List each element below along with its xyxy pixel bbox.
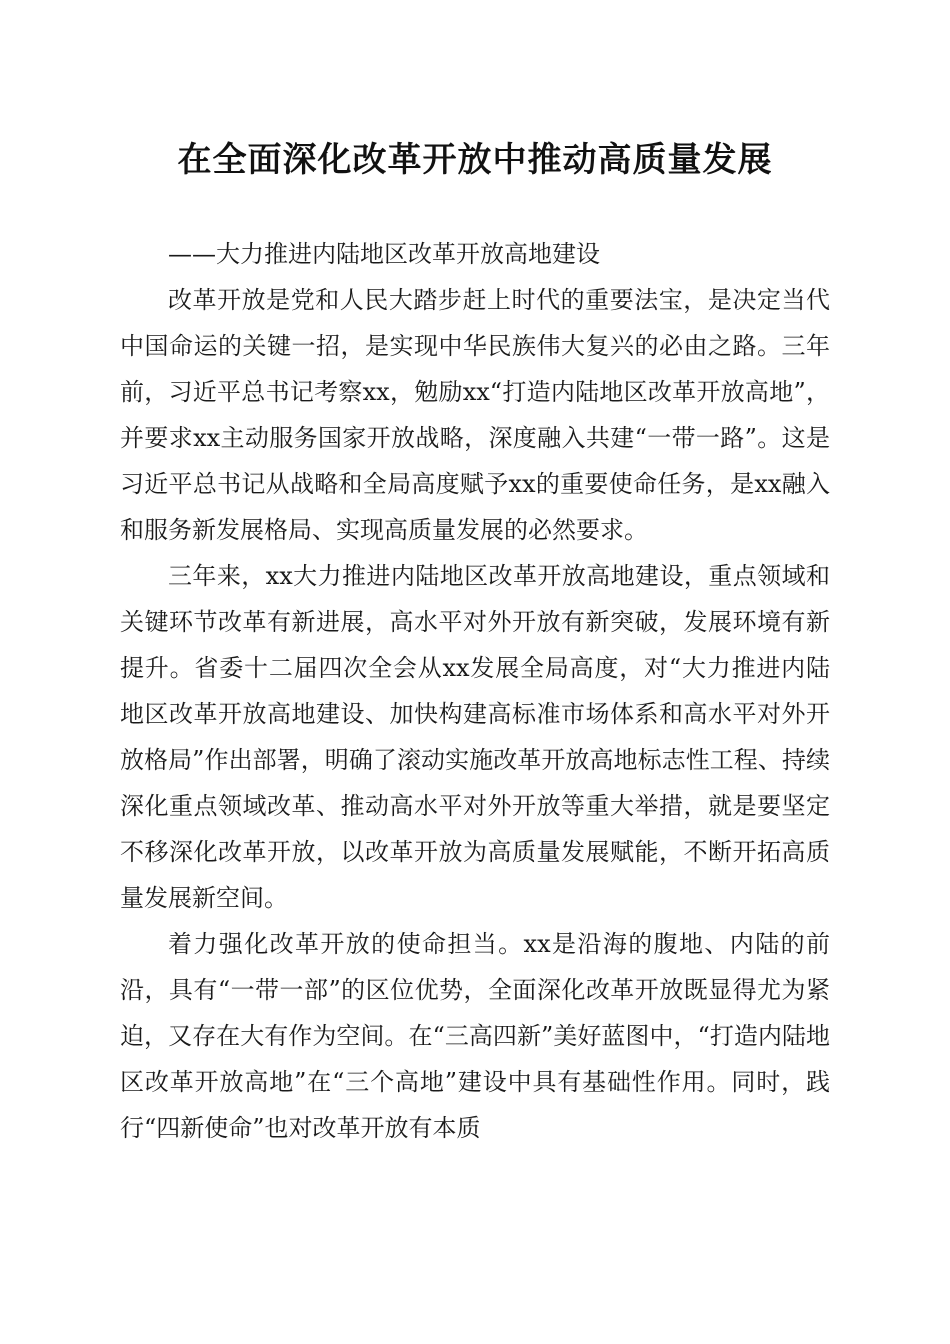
document-body bbox=[120, 231, 830, 1151]
document-subtitle: ——大力推进内陆地区改革开放高地建设 bbox=[168, 240, 600, 268]
paragraph-1: 改革开放是党和人民大踏步赶上时代的重要法宝，是决定当代中国命运的关键一招，是实现中华民族伟大复兴的必由之路。三年前，习近平总书记考察xx，勉励xx“打造内陆地区改革开放高地”，并要求xx主动服务国家开放战略，深度融入共建“一带一路”。这是习近平总书记从战略和全局高度赋予xx的重要使命任务，是xx融入和服务新发展格局、实现高质量发展的必然要求。 bbox=[120, 286, 830, 544]
paragraph-3: 着力强化改革开放的使命担当。xx是沿海的腹地、内陆的前沿，具有“一带一部”的区位优势，全面深化改革开放既显得尤为紧迫，又存在大有作为空间。在“三高四新”美好蓝图中，“打造内陆地区改革开放高地”在“三个高地”建设中具有基础性作用。同时，践行“四新使命”也对改革开放有本质 bbox=[120, 930, 830, 1142]
document-title: 在全面深化改革开放中推动高质量发展 bbox=[177, 140, 773, 180]
paragraph-2: 三年来，xx大力推进内陆地区改革开放高地建设，重点领域和关键环节改革有新进展，高水平对外开放有新突破，发展环境有新提升。省委十二届四次全会从xx发展全局高度，对“大力推进内陆地区改革开放高地建设、加快构建高标准市场体系和高水平对外开放格局”作出部署，明确了滚动实施改革开放高地标志性工程、持续深化重点领域改革、推动高水平对外开放等重大举措，就是要坚定不移深化改革开放，以改革开放为高质量发展赋能，不断开拓高质量发展新空间。 bbox=[120, 562, 830, 912]
